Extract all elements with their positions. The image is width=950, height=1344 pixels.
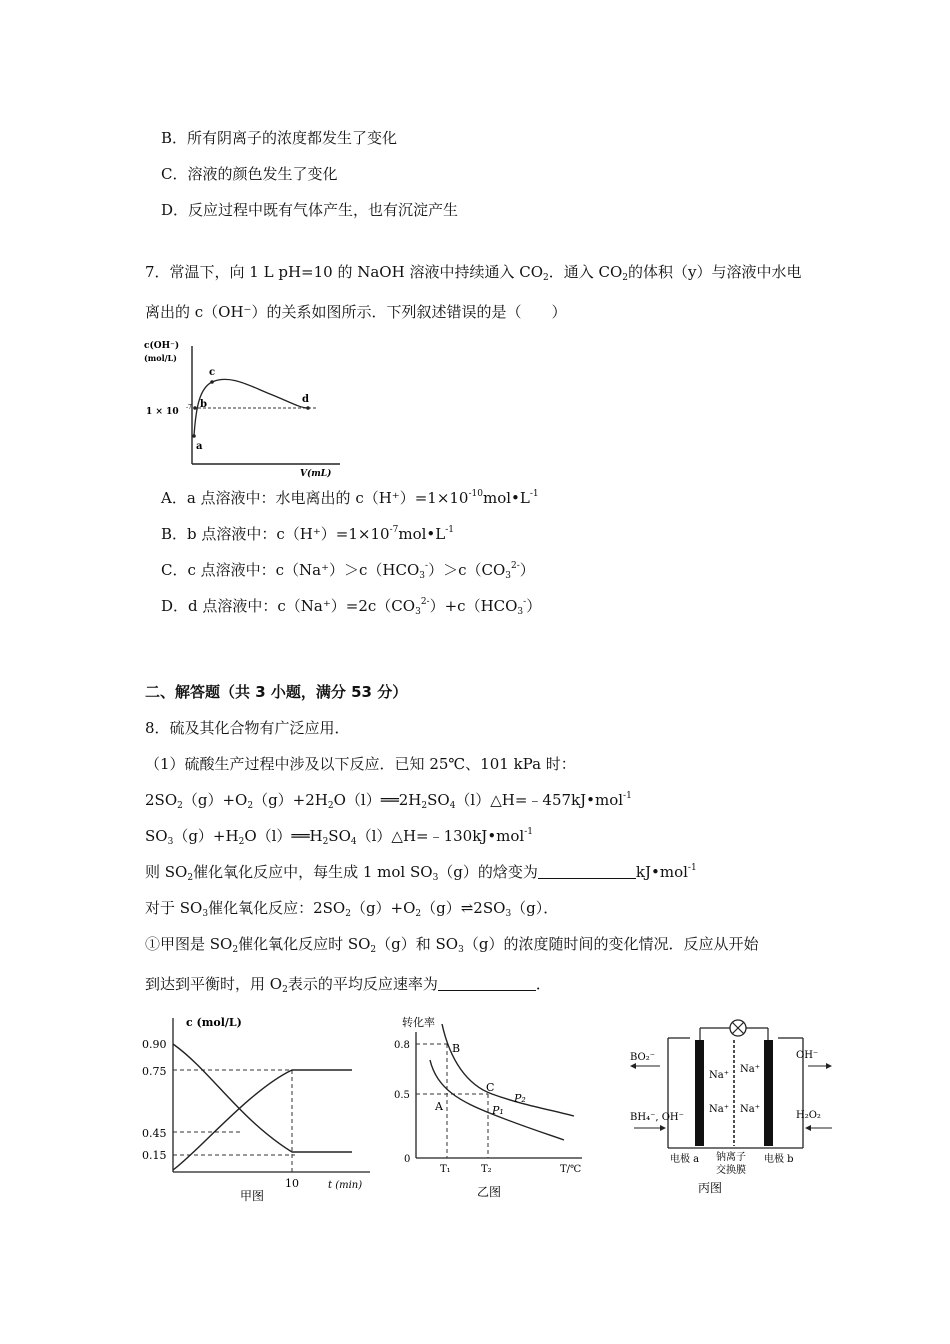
q7-label-a: a xyxy=(196,441,203,452)
yi-label-c: C xyxy=(486,1081,495,1094)
section2-title: 二、解答题（共 3 小题，满分 53 分） xyxy=(145,683,408,701)
bing-right-bottom: H₂O₂ xyxy=(796,1110,821,1121)
yi-ytick-1: 0.5 xyxy=(394,1090,410,1101)
jia-curve-so3 xyxy=(173,1070,352,1170)
q6-option-d: D．反应过程中既有气体产生，也有沉淀产生 xyxy=(161,201,459,219)
q7-option-a: A．a 点溶液中：水电离出的 $c(H^+)=1\times 10^{-10}mol•L^{-1}$ xyxy=(161,489,539,507)
fig-jia xyxy=(140,1010,380,1205)
yi-xtick-t1: T₁ xyxy=(440,1164,451,1175)
yi-label-b: B xyxy=(452,1042,461,1055)
answer-blank-1[interactable] xyxy=(538,864,636,879)
q6-option-c: C．溶液的颜色发生了变化 xyxy=(161,165,338,183)
bing-electrode-b xyxy=(764,1040,773,1146)
bing-electrode-a-label: 电极 a xyxy=(670,1154,700,1165)
bing-na-2: Na⁺ xyxy=(740,1064,760,1075)
q7-point-c xyxy=(210,380,214,384)
q8-p5: 到达到平衡时，用 $O_2$表示的平均反应速率为 ． xyxy=(145,975,551,995)
yi-curve-p1 xyxy=(430,1060,564,1140)
q7-ytick-exp: -7 xyxy=(186,404,192,411)
bing-na-4: Na⁺ xyxy=(740,1104,760,1115)
bing-caption: 丙图 xyxy=(698,1181,723,1195)
bing-na-3: Na⁺ xyxy=(709,1104,729,1115)
q8-p4: ①甲图是 $SO_2$催化氧化反应时 $SO_2(g)$和 $SO_3(g)$的浓度随时间的变化情况．反应从开始 xyxy=(145,935,759,955)
q7-stem-line1: 7．常温下，向 1 L pH=10 的 NaOH 溶液中持续通入 $CO_2$．通入 $CO_2$的体积（y）与溶液中水电 xyxy=(145,263,802,283)
yi-ytick-0: 0.8 xyxy=(394,1040,410,1051)
q7-point-b xyxy=(193,406,197,410)
q7-point-d xyxy=(306,406,310,410)
yi-xlabel: T/℃ xyxy=(560,1164,582,1175)
jia-curve-so2 xyxy=(173,1044,352,1152)
bing-membrane-label-2: 交换膜 xyxy=(716,1165,746,1176)
jia-ytick-2: 0.45 xyxy=(142,1127,167,1140)
yi-ylabel: 转化率 xyxy=(402,1016,435,1029)
bing-arrow-left-in xyxy=(660,1125,666,1131)
bing-left-bottom: BH₄⁻, OH⁻ xyxy=(630,1112,684,1123)
jia-xtick-10: 10 xyxy=(285,1177,299,1190)
yi-caption: 乙图 xyxy=(477,1185,502,1199)
jia-caption: 甲图 xyxy=(240,1189,265,1203)
bing-electrode-a xyxy=(695,1040,704,1146)
q6-option-b: B．所有阴离子的浓度都发生了变化 xyxy=(161,129,398,147)
fig-bing xyxy=(628,1010,833,1200)
yi-label-p1: P₁ xyxy=(492,1104,504,1117)
q7-option-d: D．d 点溶液中：$c(Na^+)=2c(CO_3^{2-})+c(HCO_3^-)$ xyxy=(161,597,542,617)
bing-na-1: Na⁺ xyxy=(709,1070,729,1081)
q7-label-d: d xyxy=(302,394,309,405)
q7-xlabel: V(mL) xyxy=(300,469,332,479)
answer-blank-2[interactable] xyxy=(438,976,536,991)
q7-ylabel-2: (mol/L) xyxy=(144,353,177,363)
jia-ytick-0: 0.90 xyxy=(142,1038,167,1051)
bing-arrow-right-in xyxy=(805,1125,811,1131)
q7-graph xyxy=(140,336,350,482)
q7-label-b: b xyxy=(200,399,207,410)
yi-label-p2: P₂ xyxy=(514,1092,526,1105)
q8-eq2: $SO_3(g)+H_2O(l)══H_2SO_4(l)\triangle H=﹣130kJ•mol^{-1}$ xyxy=(145,827,534,847)
q7-ylabel-1: c(OH⁻) xyxy=(144,341,180,351)
jia-xlabel: t (min) xyxy=(328,1180,363,1191)
q7-stem-line2: 离出的 c（OH⁻）的关系如图所示．下列叙述错误的是（ ） xyxy=(145,303,567,321)
bing-arrow-left-out xyxy=(630,1063,636,1069)
jia-ytick-3: 0.15 xyxy=(142,1149,167,1162)
q7-option-b: B．b 点溶液中：$c(H^+)=1\times 10^{-7}mol•L^{-1}$ xyxy=(161,525,454,543)
yi-label-a: A xyxy=(435,1100,443,1113)
bing-left-top: BO₂⁻ xyxy=(630,1052,656,1063)
fig-yi xyxy=(392,1010,602,1200)
bing-arrow-right-out xyxy=(826,1063,832,1069)
q8-p3: 对于 $SO_3$催化氧化反应：$2SO_2(g)+O_2(g)\rightleftharpoons 2SO_3(g)$． xyxy=(145,899,559,919)
bing-right-top: OH⁻ xyxy=(796,1050,819,1061)
jia-ytick-1: 0.75 xyxy=(142,1065,167,1078)
yi-xtick-t2: T₂ xyxy=(481,1164,492,1175)
yi-ytick-2: 0 xyxy=(404,1154,411,1165)
jia-ylabel: c (mol/L) xyxy=(186,1016,242,1029)
q7-option-c: C．c 点溶液中：$c(Na^+)>c(HCO_3^-)>c(CO_3^{2-})$ xyxy=(161,561,535,581)
q8-p1: （1）硫酸生产过程中涉及以下反应．已知 25℃、101 kPa 时： xyxy=(145,755,576,773)
yi-curve-p2 xyxy=(442,1024,574,1116)
q7-label-c: c xyxy=(209,367,216,378)
q8-title: 8．硫及其化合物有广泛应用． xyxy=(145,719,350,737)
q8-eq1: $2SO_2(g)+O_2(g)+2H_2O(l)══2H_2SO_4(l)\triangle H=﹣457kJ•mol^{-1}$ xyxy=(145,791,632,811)
bing-electrode-b-label: 电极 b xyxy=(764,1154,794,1165)
bing-membrane-label-1: 钠离子 xyxy=(716,1152,746,1163)
q7-point-a xyxy=(192,434,196,438)
q7-ytick: 1 × 10 xyxy=(146,407,179,417)
q8-p2: 则 $SO_2$催化氧化反应中，每生成 1 mol $SO_3(g)$的焓变为 kJ•mol$^{-1}$ xyxy=(145,863,697,883)
